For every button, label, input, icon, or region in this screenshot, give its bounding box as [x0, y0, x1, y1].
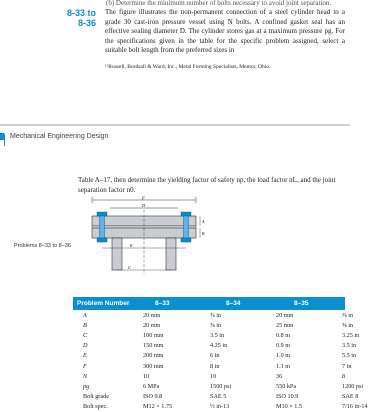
- table-row: [73, 371, 345, 381]
- label-C: C: [128, 265, 132, 270]
- label-F: F: [142, 195, 145, 201]
- label-D: D: [142, 203, 146, 208]
- cut-off-line: (b) Determine the minimum number of bolts necessary to avoid joint separation.: [106, 0, 332, 7]
- header-8-35: 8–35: [294, 300, 309, 307]
- table-cell: 3.25 in: [342, 331, 360, 339]
- right-bolt-head: [181, 212, 191, 216]
- table-cell: 8 in: [210, 362, 220, 370]
- table-cell: ISO 9.8: [143, 393, 163, 401]
- problem-number-end: 8-36: [77, 18, 96, 28]
- table-row: [73, 310, 354, 320]
- table-cell: 3.5 in: [342, 342, 357, 350]
- row-label: C: [83, 331, 88, 339]
- table-row: [73, 341, 357, 351]
- problem-number-start: 8-33 to: [66, 8, 96, 18]
- table-cell: M12 × 1.75: [143, 403, 173, 411]
- table-cell: 1.0 m: [276, 352, 291, 360]
- table-cell: 1500 psi: [210, 382, 232, 390]
- figure-caption: Problems 8–33 to 8–36: [14, 243, 71, 249]
- vessel-wall-right: [166, 238, 176, 270]
- problem-number: [66, 8, 96, 28]
- table-row: [73, 381, 364, 391]
- bolted-joint-figure: [72, 196, 212, 276]
- table-cell: 10: [143, 372, 150, 380]
- row-label: N: [83, 372, 88, 380]
- row-label: pg: [83, 382, 90, 390]
- footnote: ¹¹Russell, Burdsall & Ward, Inc., Metal Forming Specialists, Mentor, Ohio.: [105, 64, 271, 70]
- header-problem-number: Problem Number: [77, 300, 130, 307]
- table-row: [73, 361, 352, 371]
- table-cell: 1200 psi: [342, 382, 364, 390]
- table-cell: 6 MPa: [143, 382, 160, 390]
- row-label: E: [83, 352, 87, 360]
- table-cell: 25 mm: [276, 321, 294, 329]
- table-cell: 6 in: [210, 352, 220, 360]
- table-cell: ⅝ in: [210, 311, 222, 319]
- row-label: A: [83, 311, 87, 319]
- running-header: [0, 128, 350, 148]
- table-cell: 3.5 in: [210, 331, 225, 339]
- table-cell: ⅝ in: [210, 321, 222, 329]
- table-cell: 5.5 in: [342, 352, 357, 360]
- page-edge: [0, 124, 350, 126]
- specification-table: [73, 297, 368, 412]
- running-title: Mechanical Engineering Design: [10, 133, 109, 140]
- continuation-text: Table A–17, then determine the yielding factor of safety np, the load factor nL, and the joint separation factor n0.: [78, 176, 336, 194]
- header-8-36: 8–36: [348, 300, 363, 307]
- table-cell: 300 mm: [143, 362, 164, 370]
- vessel-wall-left: [112, 238, 122, 270]
- table-header: [73, 297, 363, 310]
- table-cell: 8: [342, 372, 346, 380]
- table-cell: ½ in-13: [210, 403, 230, 411]
- table-cell: 7 in: [342, 362, 352, 370]
- header-8-33: 8–33: [155, 300, 170, 307]
- table-cell: ⅜ in: [342, 311, 354, 319]
- label-A: A: [202, 219, 205, 224]
- table-row: [73, 392, 359, 402]
- left-bolt-nut: [97, 238, 107, 242]
- header-8-34: 8–34: [226, 300, 241, 307]
- table-cell: 20 mm: [143, 321, 161, 329]
- table-cell: 7/16 in-14: [342, 403, 368, 411]
- label-B: B: [202, 231, 205, 236]
- table-row: [73, 330, 360, 340]
- table-cell: 100 mm: [143, 331, 164, 339]
- table-cell: SAE 8: [342, 393, 359, 401]
- row-label: F: [83, 362, 87, 370]
- table-cell: 10: [210, 372, 217, 380]
- row-label: Bolt spec.: [83, 403, 108, 411]
- page-gap: [0, 78, 350, 124]
- table-cell: 200 mm: [143, 352, 164, 360]
- table-cell: SAE 5: [210, 393, 227, 401]
- table-cell: 150 mm: [143, 342, 164, 350]
- table-row: [73, 402, 368, 412]
- row-label: D: [83, 342, 88, 350]
- table-cell: ISO 10.9: [276, 393, 299, 401]
- table-row: [73, 320, 354, 330]
- table-cell: M10 × 1.5: [276, 403, 303, 411]
- table-row: [73, 351, 357, 361]
- table-cell: 0.8 m: [276, 331, 291, 339]
- table-cell: 4.25 in: [210, 342, 228, 350]
- table-cell: 20 mm: [276, 311, 294, 319]
- table-cell: 36: [276, 372, 283, 380]
- header-rule: [4, 134, 5, 146]
- problem-statement: The figure illustrates the non-permanent connection of a steel cylinder head to a grade 30 cast-iron pressure vessel using N bolts. A confined gasket seal has an effective sealing diameter D. The cylinder stores gas at a maximum pressure pg. For the specifications given in the table for the specific problem assigned, select a suitable bolt length from the preferred sizes in: [105, 8, 345, 55]
- table-cell: 20 mm: [143, 311, 161, 319]
- row-label: B: [83, 321, 87, 329]
- table-cell: ⅝ in: [342, 321, 354, 329]
- label-E: E: [130, 243, 133, 248]
- right-bolt-nut: [181, 238, 191, 242]
- left-bolt-head: [97, 212, 107, 216]
- table-cell: 550 kPa: [276, 382, 297, 390]
- table-body: [73, 310, 368, 412]
- table-cell: 0.9 m: [276, 342, 291, 350]
- row-label: Bolt grade: [83, 393, 109, 401]
- table-cell: 1.1 m: [276, 362, 291, 370]
